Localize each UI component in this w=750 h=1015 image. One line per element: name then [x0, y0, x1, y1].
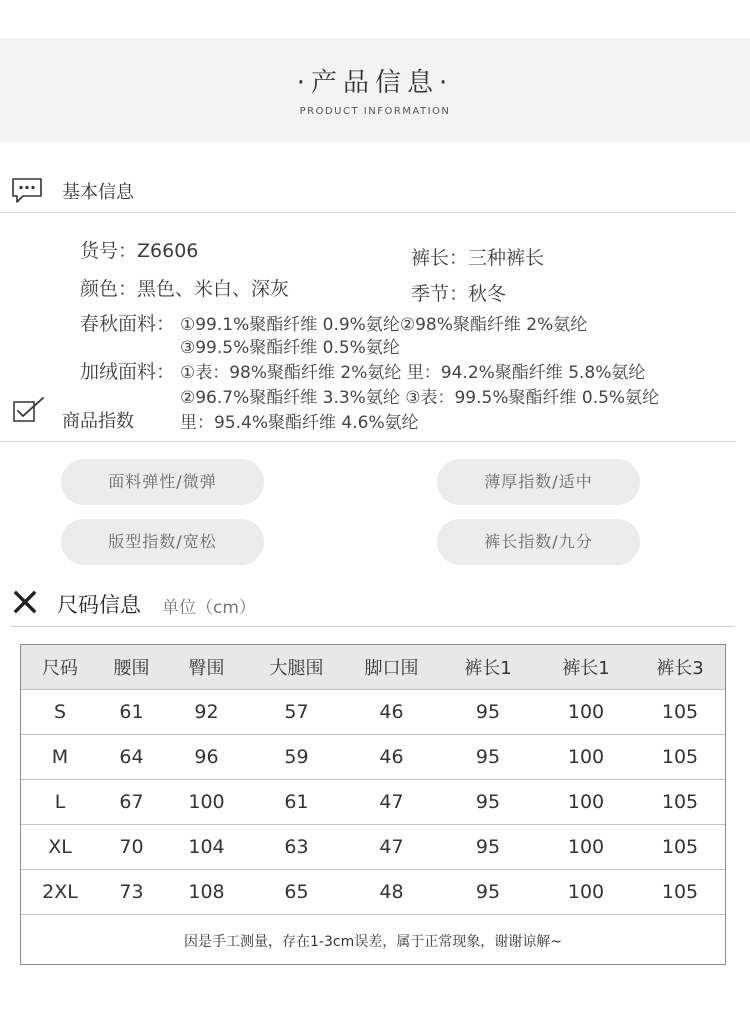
fleece-fabric-line: ②96.7%聚酯纤维 3.3%氨纶 ③表：99.5%聚酯纤维 0.5%氨纶 — [180, 388, 660, 408]
chat-bubble-icon — [11, 176, 43, 204]
page-subtitle: PRODUCT INFORMATION — [299, 106, 451, 117]
table-row — [21, 869, 725, 914]
divider — [0, 212, 736, 213]
column-header: 裤长1 — [464, 657, 512, 679]
column-header: 腰围 — [113, 657, 150, 679]
season: 季节：秋冬 — [411, 283, 507, 305]
table-cell: 48 — [379, 880, 404, 903]
stretch-index-pill: 面料弹性/微弹 — [61, 459, 264, 505]
table-cell: 100 — [567, 790, 605, 813]
table-cell: 92 — [194, 700, 219, 723]
table-cell: 73 — [119, 880, 144, 903]
table-cell: 105 — [661, 835, 699, 858]
page-title: ·产品信息· — [296, 68, 454, 98]
table-cell: XL — [48, 835, 72, 858]
spring-fabric-line: ③99.5%聚酯纤维 0.5%氨纶 — [180, 338, 400, 358]
table-row — [21, 779, 725, 824]
divider — [11, 626, 734, 627]
table-row — [21, 824, 725, 869]
column-header: 裤长1 — [562, 657, 610, 679]
size-unit-label: 单位（cm） — [162, 598, 256, 618]
table-cell: 67 — [119, 790, 144, 813]
measurement-note: 因是手工测量，存在1-3cm误差，属于正常现象，谢谢谅解~ — [184, 933, 562, 950]
fit-index-pill: 版型指数/宽松 — [61, 519, 264, 565]
table-cell: 2XL — [42, 880, 78, 903]
colors: 颜色：黑色、米白、深灰 — [80, 278, 290, 300]
fleece-fabric-line: 里：95.4%聚酯纤维 4.6%氨纶 — [180, 413, 419, 433]
spring-fabric-line: ①99.1%聚酯纤维 0.9%氨纶②98%聚酯纤维 2%氨纶 — [180, 315, 588, 335]
product-index-label: 商品指数 — [62, 411, 134, 432]
table-cell: 95 — [475, 835, 501, 858]
table-row — [21, 689, 725, 734]
table-cell: 100 — [567, 835, 605, 858]
table-cell: 70 — [119, 835, 144, 858]
table-row — [21, 734, 725, 779]
table-note-row — [21, 914, 725, 967]
table-cell: 105 — [661, 700, 699, 723]
table-cell: 100 — [188, 790, 225, 813]
table-cell: M — [51, 745, 69, 768]
table-cell: 96 — [194, 745, 219, 768]
table-cell: 108 — [188, 880, 225, 903]
table-cell: 46 — [379, 700, 404, 723]
table-cell: 47 — [379, 790, 404, 813]
thickness-index-pill: 薄厚指数/适中 — [437, 459, 640, 505]
table-cell: 61 — [119, 700, 144, 723]
checklist-icon — [12, 396, 46, 424]
divider — [0, 441, 736, 442]
column-header: 脚口围 — [364, 657, 419, 679]
column-header: 尺码 — [42, 657, 78, 679]
table-cell: 65 — [284, 880, 309, 903]
table-cell: 47 — [379, 835, 404, 858]
table-cell: 46 — [379, 745, 404, 768]
length-index-pill: 裤长指数/九分 — [437, 519, 640, 565]
table-cell: 100 — [567, 880, 605, 903]
table-cell: 100 — [567, 700, 605, 723]
table-cell: 105 — [661, 790, 699, 813]
column-header: 臀围 — [188, 657, 225, 679]
column-header: 大腿围 — [269, 657, 324, 679]
table-cell: S — [53, 700, 67, 723]
basic-info-label: 基本信息 — [62, 182, 134, 203]
table-cell: 63 — [284, 835, 309, 858]
table-cell: 95 — [475, 880, 501, 903]
table-cell: 95 — [475, 745, 501, 768]
table-cell: 95 — [475, 700, 501, 723]
size-info-label: 尺码信息 — [57, 593, 141, 617]
size-table — [20, 644, 726, 965]
fleece-fabric-line: ①表：98%聚酯纤维 2%氨纶 里：94.2%聚酯纤维 5.8%氨纶 — [180, 363, 646, 383]
table-cell: 59 — [284, 745, 309, 768]
table-cell: 104 — [188, 835, 225, 858]
pants-length: 裤长：三种裤长 — [411, 247, 545, 269]
table-cell: L — [54, 790, 66, 813]
table-cell: 61 — [284, 790, 309, 813]
cross-icon — [13, 590, 37, 614]
table-cell: 100 — [567, 745, 605, 768]
fleece-fabric-label: 加绒面料： — [80, 361, 176, 383]
column-header: 裤长3 — [656, 657, 704, 679]
item-number: 货号：Z6606 — [80, 240, 199, 262]
table-cell: 105 — [661, 880, 699, 903]
table-cell: 95 — [475, 790, 501, 813]
table-cell: 64 — [119, 745, 144, 768]
table-cell: 105 — [661, 745, 699, 768]
spring-fabric-label: 春秋面料： — [80, 313, 176, 335]
table-cell: 57 — [284, 700, 309, 723]
table-header-row — [21, 645, 725, 689]
